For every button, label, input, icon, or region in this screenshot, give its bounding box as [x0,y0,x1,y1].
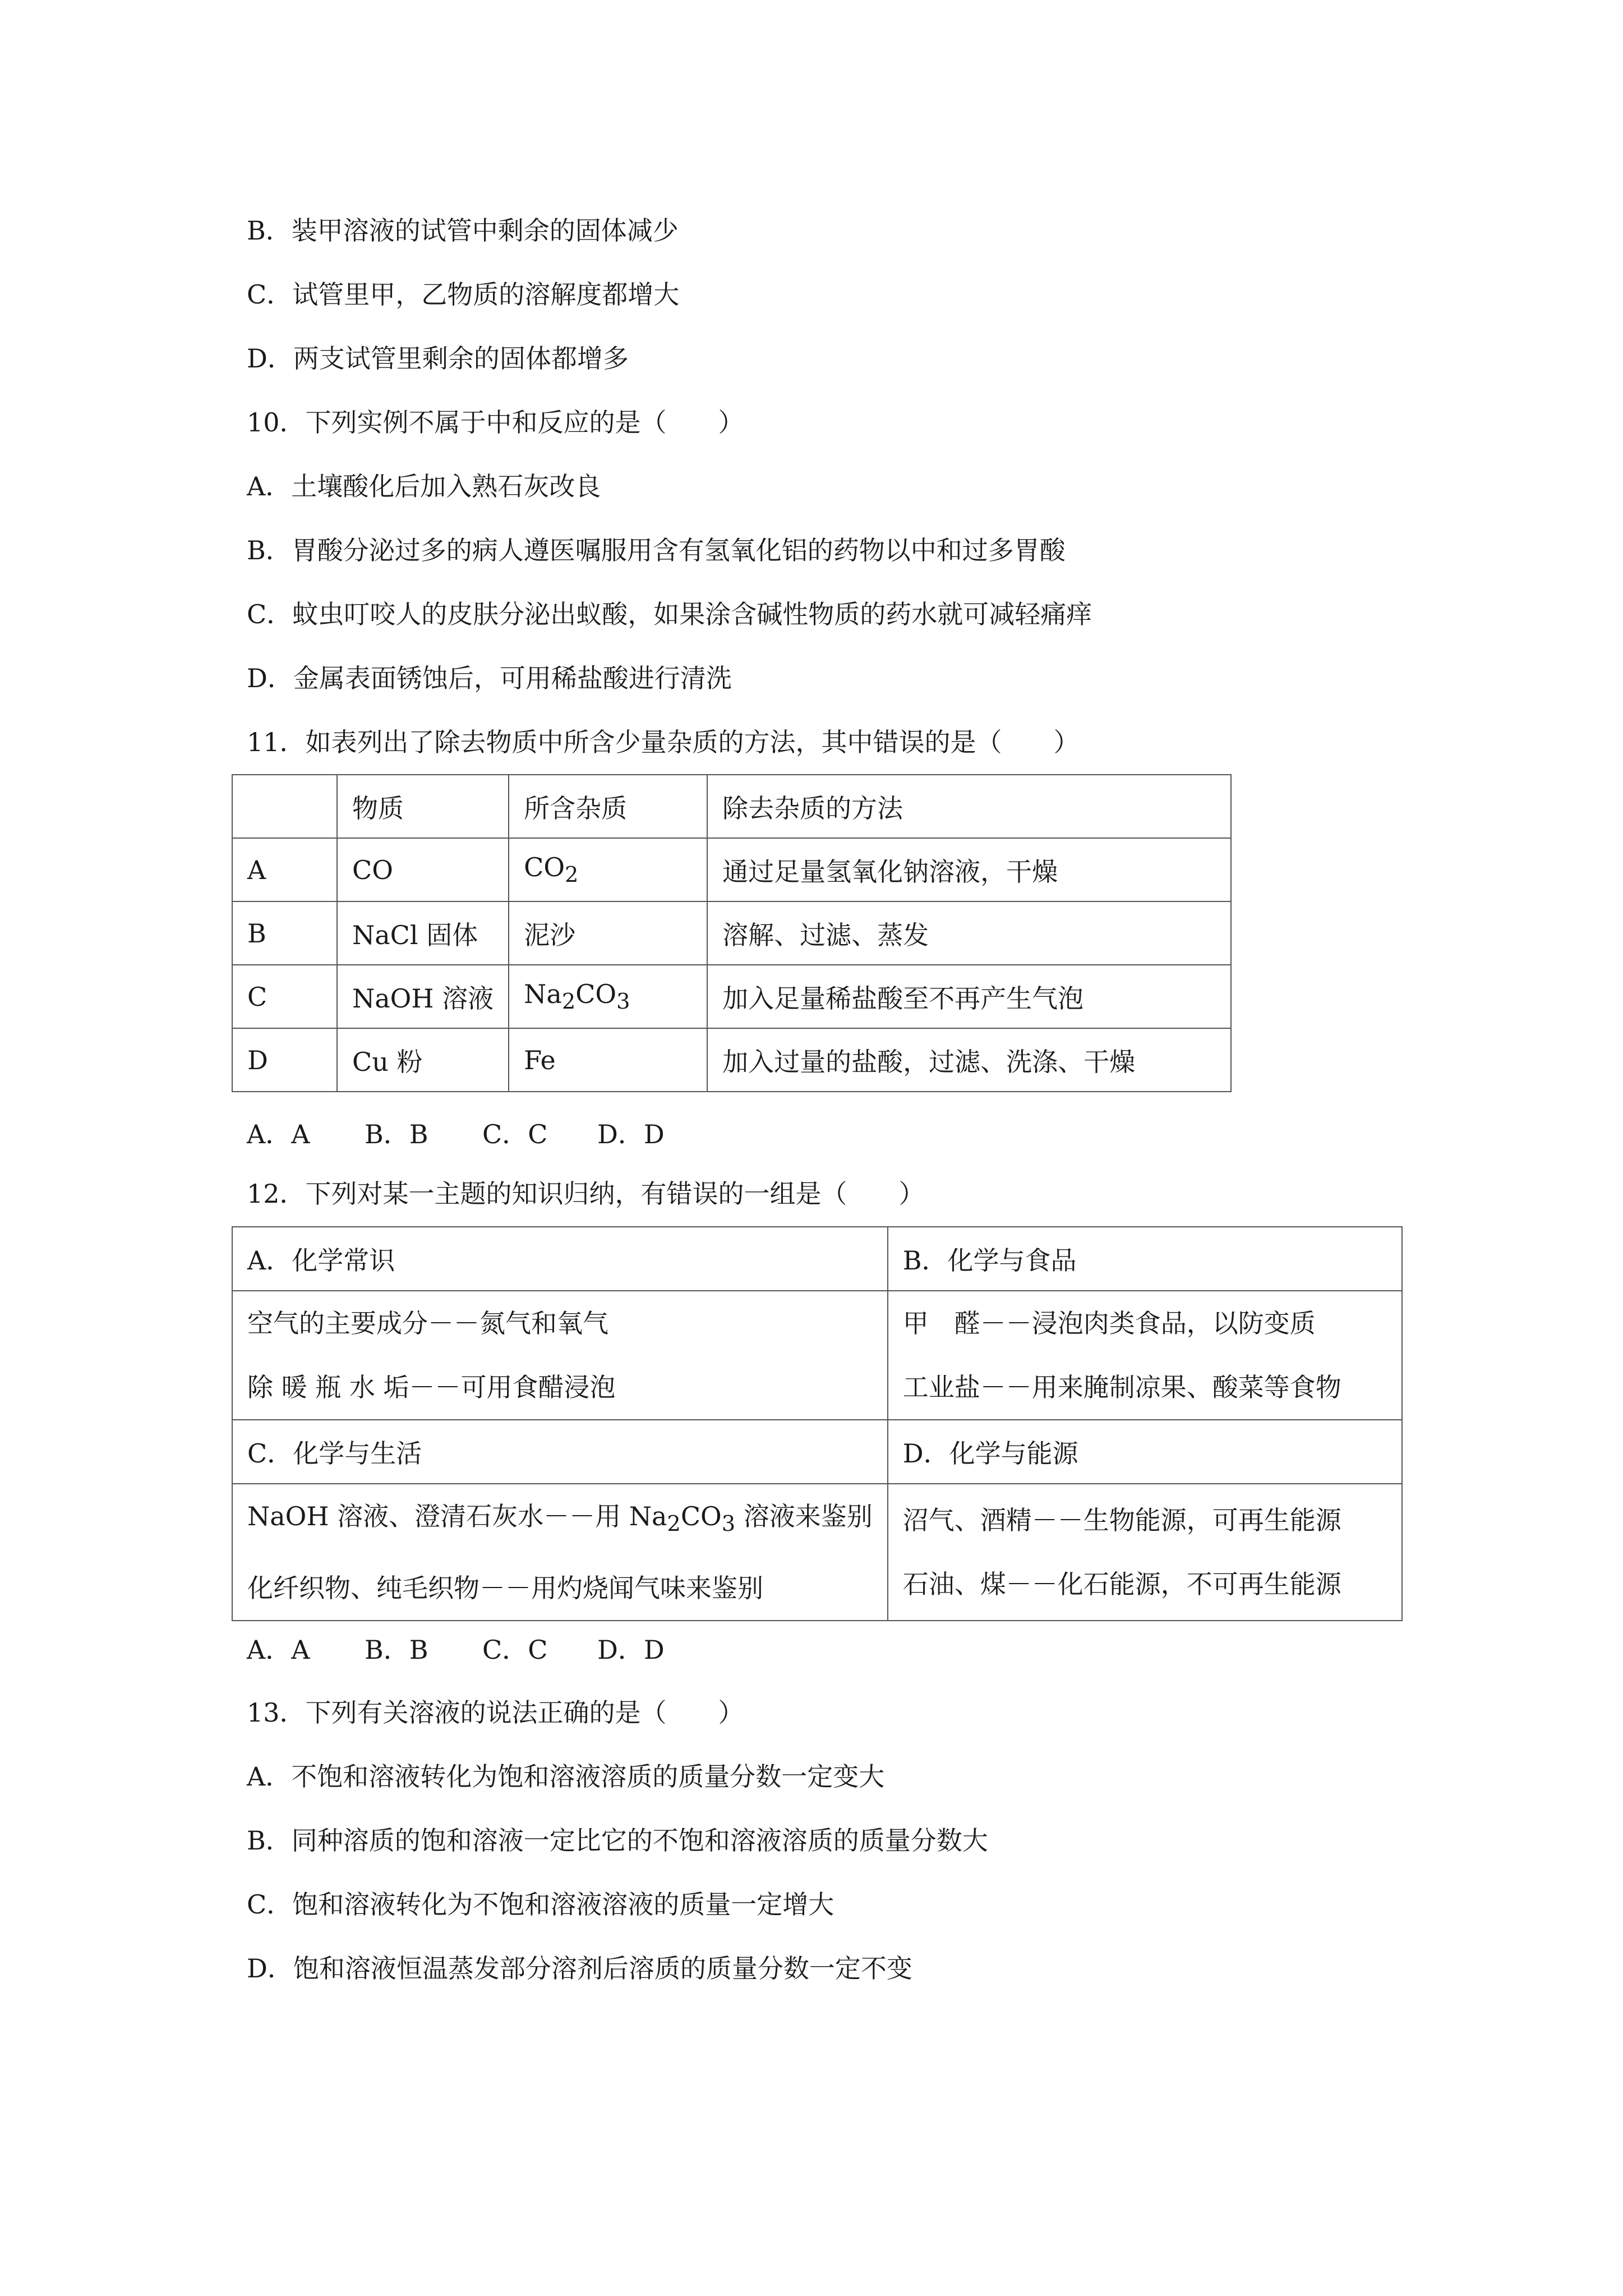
q10-option-b: B．胃酸分泌过多的病人遵医嘱服用含有氢氧化铝的药物以中和过多胃酸 [247,535,1066,565]
cell-d-title: D．化学与能源 [888,1420,1402,1484]
cell-b-content [888,1291,1402,1420]
cell-line: 沼气、酒精－－生物能源，可再生能源 [902,1505,1341,1536]
text-segment: NaOH 溶液、澄清石灰水－－用 Na [247,1501,667,1531]
method-cell: 加入足量稀盐酸至不再产生气泡 [707,965,1231,1028]
substance-cell: Cu 粉 [337,1028,509,1092]
answer-option-b: B．B [365,1635,428,1665]
formula-subscript: 2 [565,862,579,888]
cell-line: 工业盐－－用来腌制凉果、酸菜等食物 [902,1372,1341,1402]
method-cell: 溶解、过滤、蒸发 [707,901,1231,965]
cell-line: 化纤织物、纯毛织物－－用灼烧闻气味来鉴别 [247,1573,763,1604]
q13-option-a: A．不饱和溶液转化为饱和溶液溶质的质量分数一定变大 [247,1761,885,1792]
q13-option-b: B．同种溶质的饱和溶液一定比它的不饱和溶液溶质的质量分数大 [247,1825,988,1856]
q11-answers [247,1117,665,1151]
cell-a-title: A．化学常识 [232,1227,888,1291]
cell-c-title: C．化学与生活 [232,1420,888,1484]
table-row [232,1420,1402,1484]
q10-option-c: C．蚊虫叮咬人的皮肤分泌出蚁酸，如果涂含碱性物质的药水就可减轻痛痒 [247,599,1092,629]
q9-option-c: C．试管里甲，乙物质的溶解度都增大 [247,279,680,310]
table-row [232,901,1231,965]
answer-option-a: A．A [247,1119,310,1149]
method-cell: 加入过量的盐酸，过滤、洗涤、干燥 [707,1028,1231,1092]
substance-cell: CO [337,838,509,901]
row-label: A [232,838,337,901]
table-header-cell: 物质 [337,775,509,838]
cell-line [247,1484,873,1556]
table-row [232,1028,1231,1092]
q10-stem: 10．下列实例不属于中和反应的是（ ） [247,407,744,438]
row-label: B [232,901,337,965]
table-header-cell: 除去杂质的方法 [707,775,1231,838]
q13-option-d: D．饱和溶液恒温蒸发部分溶剂后溶质的质量分数一定不变 [247,1953,912,1984]
q12-stem: 12．下列对某一主题的知识归纳，有错误的一组是（ ） [247,1179,925,1209]
q11-stem: 11．如表列出了除去物质中所含少量杂质的方法，其中错误的是（ ） [247,727,1080,757]
impurity-cell [509,838,707,901]
formula-subscript: 3 [616,989,630,1015]
cell-a-content [232,1291,888,1420]
answer-option-c: C．C [482,1635,548,1665]
answer-option-b: B．B [365,1119,428,1149]
table-row [232,1227,1402,1291]
q9-option-b: B．装甲溶液的试管中剩余的固体减少 [247,215,679,246]
answer-option-d: D．D [597,1119,665,1149]
method-cell: 通过足量氢氧化钠溶液，干燥 [707,838,1231,901]
formula-subscript: 2 [561,989,576,1015]
text-segment: 溶液来鉴别 [735,1501,873,1531]
row-label: D [232,1028,337,1092]
substance-cell: NaOH 溶液 [337,965,509,1028]
table-row [232,965,1231,1028]
q12-table [232,1226,1403,1621]
formula-text: Na [524,978,562,1009]
cell-line: 空气的主要成分－－氮气和氧气 [247,1308,608,1338]
table-row [232,1484,1402,1621]
q13-option-c: C．饱和溶液转化为不饱和溶液溶液的质量一定增大 [247,1889,834,1920]
impurity-cell [509,965,707,1028]
answer-option-c: C．C [482,1119,548,1149]
cell-b-title: B．化学与食品 [888,1227,1402,1291]
cell-line: 甲 醛－－浸泡肉类食品，以防变质 [902,1308,1316,1338]
q13-stem: 13．下列有关溶液的说法正确的是（ ） [247,1697,744,1728]
formula-subscript: 2 [667,1511,681,1537]
substance-cell: NaCl 固体 [337,901,509,965]
table-header-cell: 所含杂质 [509,775,707,838]
row-label: C [232,965,337,1028]
table-header-cell [232,775,337,838]
formula-subscript: 3 [721,1511,736,1537]
cell-line: 除 暖 瓶 水 垢－－可用食醋浸泡 [247,1372,616,1402]
table-header-row [232,775,1231,838]
impurity-cell: Fe [509,1028,707,1092]
q9-option-d: D．两支试管里剩余的固体都增多 [247,343,629,374]
q12-answers [247,1633,665,1667]
q11-table [232,774,1232,1092]
formula-text: CO [524,852,565,882]
cell-c-content [232,1484,888,1621]
q10-option-a: A．土壤酸化后加入熟石灰改良 [247,471,601,501]
answer-option-d: D．D [597,1635,665,1665]
cell-line: 石油、煤－－化石能源，不可再生能源 [902,1569,1341,1600]
q10-option-d: D．金属表面锈蚀后，可用稀盐酸进行清洗 [247,663,732,693]
answer-option-a: A．A [247,1635,310,1665]
text-segment: CO [680,1501,722,1531]
cell-d-content [888,1484,1402,1621]
table-row [232,838,1231,901]
table-row [232,1291,1402,1420]
impurity-cell: 泥沙 [509,901,707,965]
formula-text: CO [575,978,617,1009]
